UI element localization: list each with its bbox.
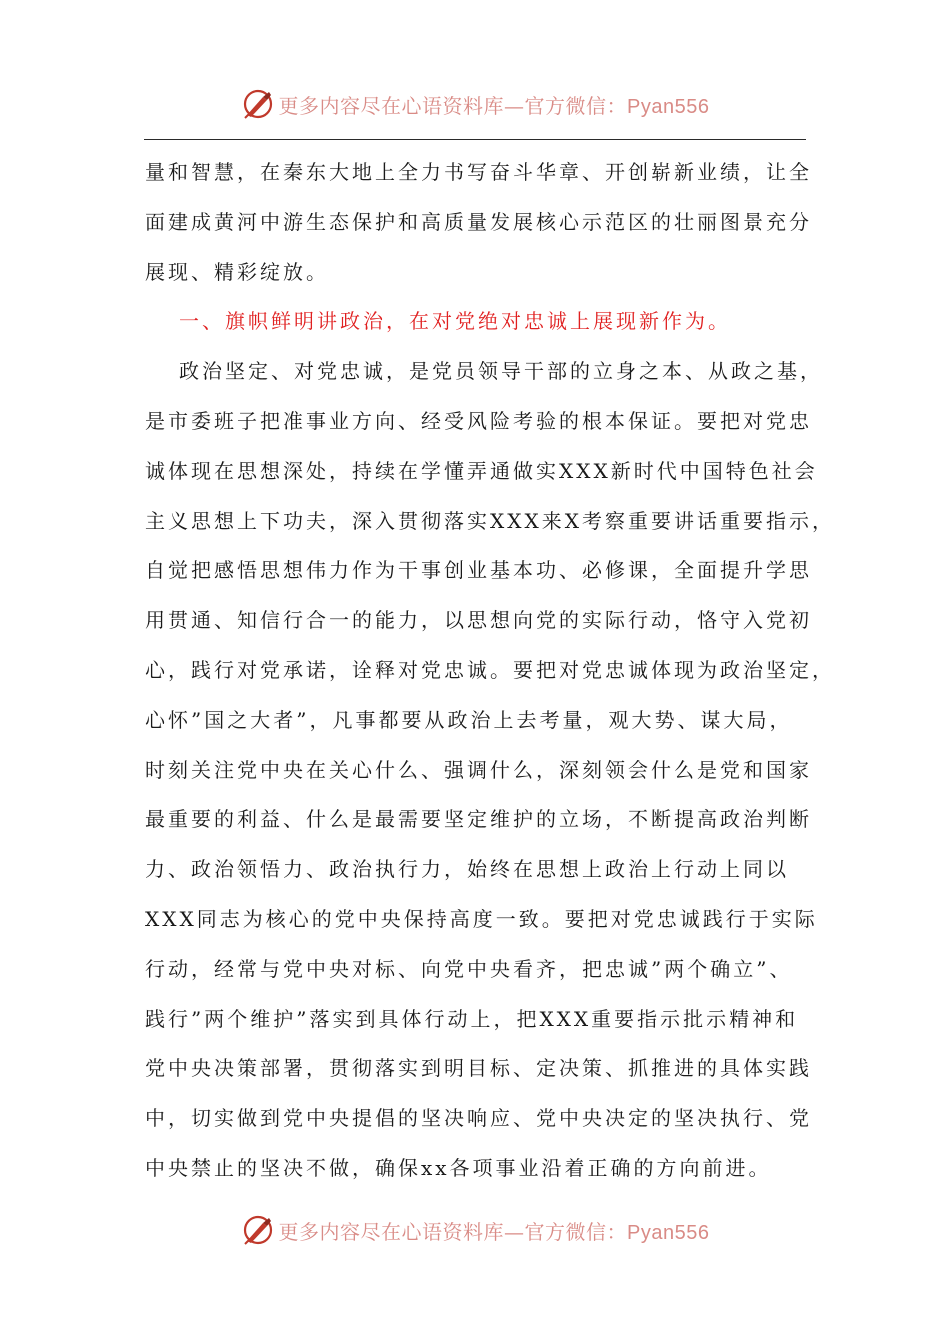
banner-wechat-id: Pyan556 xyxy=(627,1221,710,1244)
text-line: 心怀”国之大者”，凡事都要从政治上去考量，观大势、谋大局， xyxy=(145,707,793,732)
text-line: 中央禁止的坚决不做，确保xx各项事业沿着正确的方向前进。 xyxy=(145,1155,772,1180)
footer-banner xyxy=(0,1210,950,1250)
text-line: 主义思想上下功夫，深入贯彻落实XXX来X考察重要讲话重要指示， xyxy=(145,508,835,533)
text-line: 中，切实做到党中央提倡的坚决响应、党中央决定的坚决执行、党 xyxy=(145,1106,812,1131)
banner-text xyxy=(279,1216,710,1245)
text-line: 自觉把感悟思想伟力作为干事创业基本功、必修课，全面提升学思 xyxy=(145,558,812,583)
banner-main-text: 更多内容尽在心语资料库 xyxy=(278,1219,505,1244)
text-line: 最重要的利益、什么是最需要坚定维护的立场，不断提高政治判断 xyxy=(145,807,812,832)
text-line: 是市委班子把准事业方向、经受风险考验的根本保证。要把对党忠 xyxy=(145,408,812,433)
text-line: 展现、精彩绽放。 xyxy=(145,259,329,284)
header-banner xyxy=(0,84,950,124)
text-line: XXX同志为核心的党中央保持高度一致。要把对党忠诚践行于实际 xyxy=(145,906,818,931)
banner-dash: — xyxy=(504,1219,525,1244)
section-heading: 一、旗帜鲜明讲政治，在对党绝对忠诚上展现新作为。 xyxy=(179,309,731,334)
text-line: 量和智慧，在秦东大地上全力书写奋斗华章、开创崭新业绩，让全 xyxy=(145,160,812,184)
banner-main-text: 更多内容尽在心语资料库 xyxy=(278,93,505,118)
text-line: 政治坚定、对党忠诚，是党员领导干部的立身之本、从政之基， xyxy=(179,359,823,384)
text-line: 时刻关注党中央在关心什么、强调什么，深刻领会什么是党和国家 xyxy=(145,757,812,782)
pen-logo-icon xyxy=(241,1213,275,1247)
document-body xyxy=(145,148,835,1194)
banner-text xyxy=(279,90,710,119)
banner-wechat-id: Pyan556 xyxy=(627,95,710,118)
text-line: 行动，经常与党中央对标、向党中央看齐，把忠诚”两个确立”、 xyxy=(145,956,793,981)
text-line: 力、政治领悟力、政治执行力，始终在思想上政治上行动上同以 xyxy=(145,857,789,882)
text-line: 面建成黄河中游生态保护和高质量发展核心示范区的壮丽图景充分 xyxy=(145,209,812,234)
banner-dash: — xyxy=(504,93,525,118)
banner-official-label: 官方微信： xyxy=(524,93,628,118)
banner-official-label: 官方微信： xyxy=(524,1219,628,1244)
text-line: 心，践行对党承诺，诠释对党忠诚。要把对党忠诚体现为政治坚定， xyxy=(145,657,835,682)
text-line: 践行”两个维护”落实到具体行动上，把XXX重要指示批示精神和 xyxy=(145,1006,799,1031)
header-rule xyxy=(144,139,806,140)
text-line: 用贯通、知信行合一的能力，以思想向党的实际行动，恪守入党初 xyxy=(145,608,812,633)
pen-logo-icon xyxy=(241,87,275,121)
text-line: 党中央决策部署，贯彻落实到明目标、定决策、抓推进的具体实践 xyxy=(145,1056,812,1081)
text-line: 诚体现在思想深处，持续在学懂弄通做实XXX新时代中国特色社会 xyxy=(145,458,818,483)
